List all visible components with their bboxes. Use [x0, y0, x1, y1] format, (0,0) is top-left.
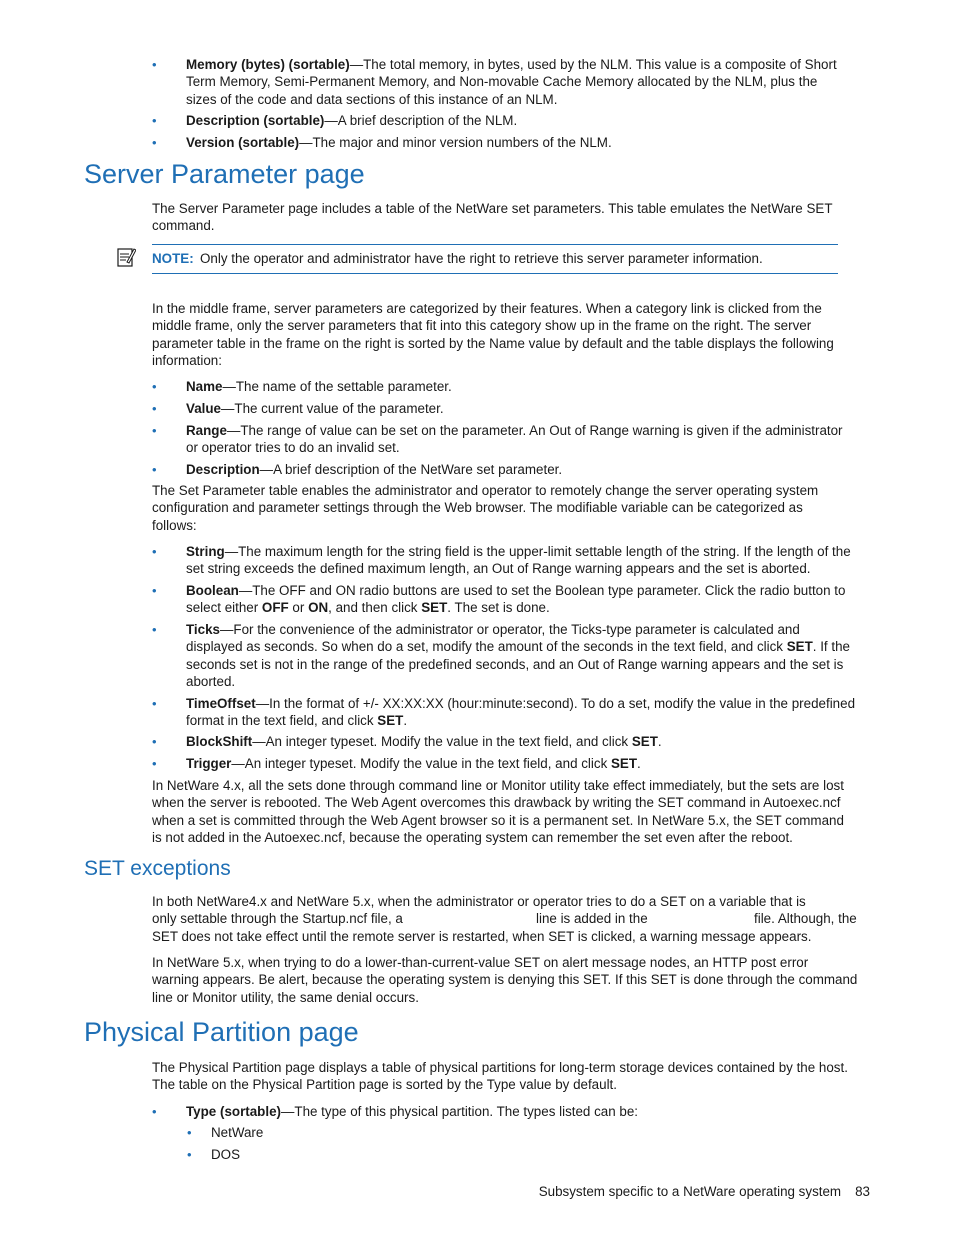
note-label: NOTE:	[152, 251, 194, 266]
note-pad-icon	[116, 246, 136, 268]
list-term: Description (sortable)	[186, 113, 325, 128]
bullet-dot: •	[152, 113, 157, 128]
bullet-dot: •	[152, 583, 157, 598]
page-footer	[539, 1183, 870, 1200]
bullet-dot: •	[152, 544, 157, 559]
paragraph: In both NetWare4.x and NetWare 5.x, when the administrator or operator tries to do a SET on a variable that is only settable through the Startup.ncf file, a line is added in the file. Although, the SET does not take effect until the remote server is restarted, when SET is clicked, a warning message appears.	[152, 894, 857, 944]
note-text: Only the operator and administrator have the right to retrieve this server parameter information.	[200, 251, 763, 266]
bullet-dot: •	[152, 756, 157, 771]
bullet-dot: •	[187, 1147, 192, 1162]
paragraph: In the middle frame, server parameters are categorized by their features. When a category link is clicked from the middle frame, only the server parameters that fit into this category show up in the frame on the right. The server parameter table in the frame on the right is sorted by the Name value by default and the table displays the following information:	[152, 301, 834, 369]
footer-section-title: Subsystem specific to a NetWare operating system	[538, 1184, 842, 1199]
bullet-dot: •	[152, 423, 157, 438]
note-box	[152, 244, 838, 274]
bullet-dot: •	[152, 401, 157, 416]
bullet-dot: •	[152, 622, 157, 637]
bullet-dot: •	[152, 696, 157, 711]
bullet-dot: •	[187, 1125, 192, 1140]
paragraph: In NetWare 4.x, all the sets done through command line or Monitor utility take effect immediately, but the sets are lost when the server is rebooted. The Web Agent overcomes this drawback by writing the SET command in Autoexec.ncf when a set is committed through the Web Agent browser so it is a permanent set. In NetWare 5.x, the SET command is not added in the Autoexec.ncf, because the operating system can remember the set even after the reboot.	[152, 778, 844, 846]
page-number: 83	[855, 1184, 870, 1199]
bullet-dot: •	[152, 462, 157, 477]
paragraph: In NetWare 5.x, when trying to do a lower-than-current-value SET on alert message nodes, an HTTP post error warning appears. Be alert, because the operating system is denying this SET. If this SET is done through the command line or Monitor utility, the same denial occurs.	[152, 955, 858, 1005]
paragraph: The Set Parameter table enables the administrator and operator to remotely change the server operating system configuration and parameter settings through the Web browser. The modifiable variable can be categorized as follows:	[152, 483, 819, 533]
list-term: Version (sortable)	[186, 135, 300, 150]
list-term: Memory (bytes) (sortable)	[186, 57, 350, 72]
bullet-dot: •	[152, 57, 157, 72]
paragraph: The Server Parameter page includes a table of the NetWare set parameters. This table emulates the NetWare SET command.	[152, 201, 833, 234]
bullet-dot: •	[152, 734, 157, 749]
bullet-dot: •	[152, 1104, 157, 1119]
section-heading-server-parameter: Server Parameter page	[84, 159, 365, 189]
bullet-dot: •	[152, 379, 157, 394]
bullet-dot: •	[152, 135, 157, 150]
section-heading-physical-partition: Physical Partition page	[84, 1017, 359, 1047]
paragraph: The Physical Partition page displays a table of physical partitions for long-term storage devices contained by the host. The table on the Physical Partition page is sorted by the Type value by default.	[152, 1060, 848, 1093]
section-heading-set-exceptions: SET exceptions	[84, 857, 231, 880]
